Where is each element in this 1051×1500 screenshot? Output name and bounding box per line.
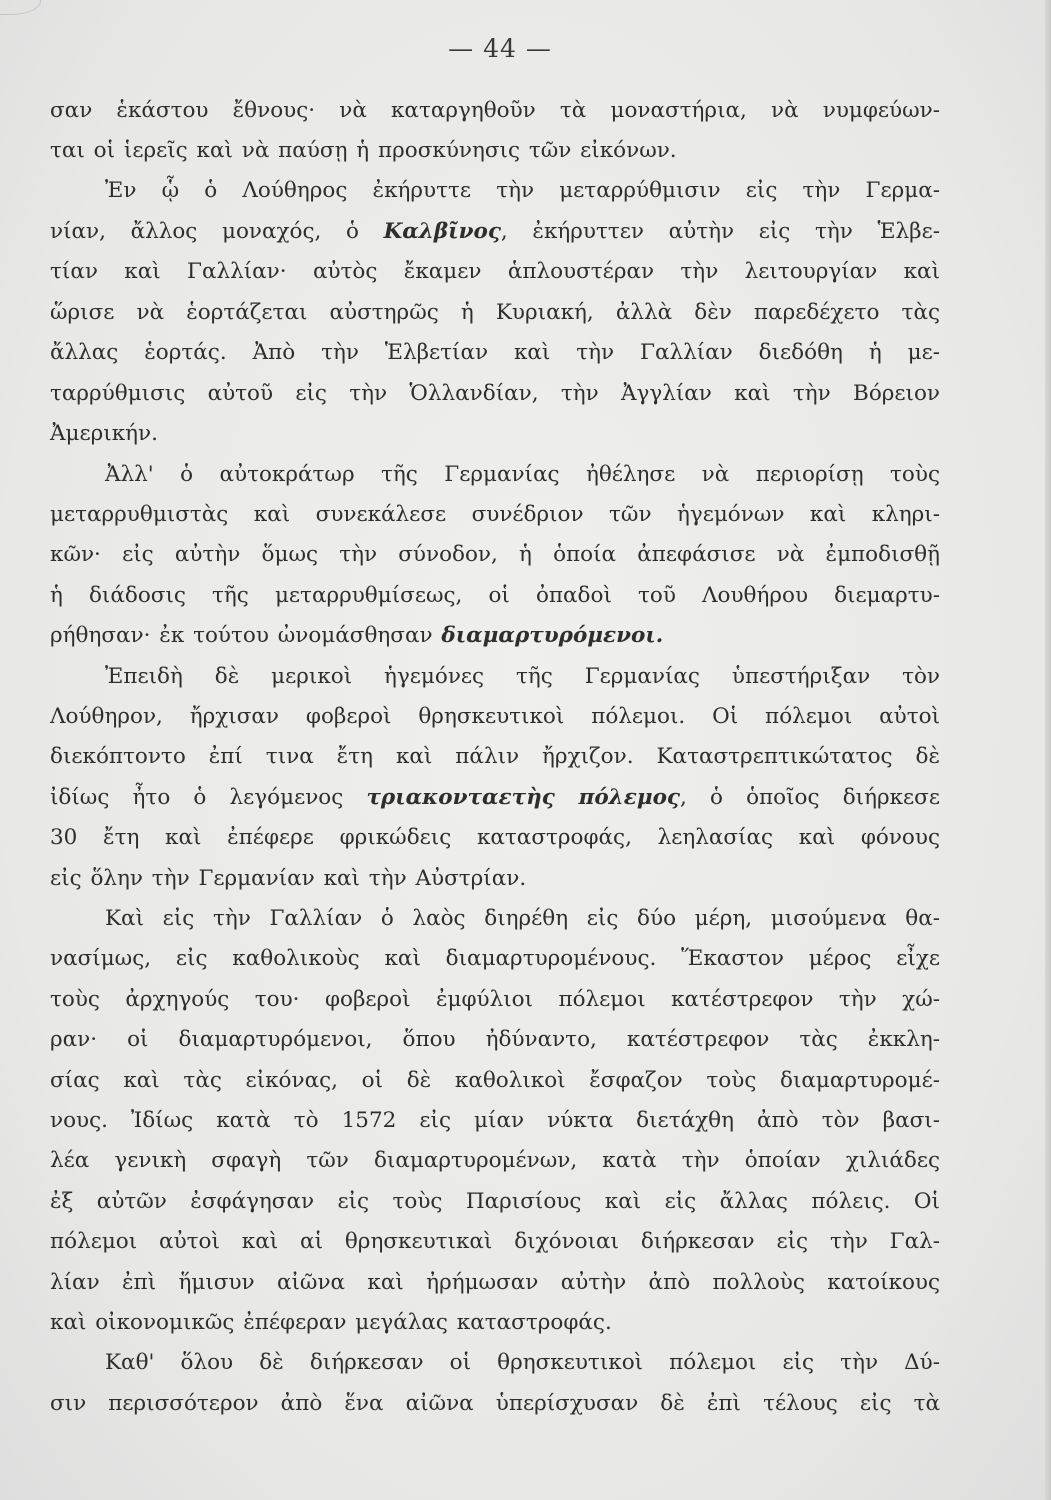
text-segment: Καθ' ὅλου δὲ διήρκεσαν οἱ θρησκευτικοὶ πόλεμοι εἰς τὴν Δύ- [105, 1350, 940, 1375]
text-line [50, 293, 940, 333]
text-segment: σαν ἑκάστου ἔθνους· νὰ καταργηθοῦν τὰ μοναστήρια, νὰ νυμφεύων- [50, 98, 940, 123]
text-line [50, 495, 940, 535]
text-segment: πόλεμοι αὐτοὶ καὶ αἱ θρησκευτικαὶ διχόνοιαι διήρκεσαν εἰς τὴν Γαλ- [50, 1229, 940, 1254]
text-segment: λέα γενικὴ σφαγὴ τῶν διαμαρτυρομένων, κατὰ τὴν ὁποίαν χιλιάδες [50, 1148, 940, 1173]
emphasized-term: τριακονταετὴς πόλεμος [366, 785, 680, 810]
corner-smudge [0, 0, 41, 15]
text-line [50, 818, 940, 858]
text-line [50, 899, 940, 939]
text-segment: Λούθηρον, ἤρχισαν φοβεροὶ θρησκευτικοὶ πόλεμοι. Οἱ πόλεμοι αὐτοὶ [50, 704, 940, 729]
text-line [50, 1303, 940, 1343]
text-line [50, 697, 940, 737]
text-line [50, 657, 940, 697]
text-segment: Ἀμερικήν. [50, 421, 158, 446]
text-segment: ἄλλας ἑορτάς. Ἀπὸ τὴν Ἑλβετίαν καὶ τὴν Γαλλίαν διεδόθη ἡ με- [50, 340, 940, 365]
text-line [50, 616, 940, 656]
emphasized-term: Καλβῖνος [383, 219, 501, 244]
text-line [50, 737, 940, 777]
text-segment: σιν περισσότερον ἀπὸ ἕνα αἰῶνα ὑπερίσχυσαν δὲ ἐπὶ τέλους εἰς τὰ [50, 1391, 940, 1416]
text-segment: Ἀλλ' ὁ αὐτοκράτωρ τῆς Γερμανίας ἠθέλησε νὰ περιορίσῃ τοὺς [105, 462, 940, 487]
text-segment: τίαν καὶ Γαλλίαν· αὐτὸς ἔκαμεν ἁπλουστέραν τὴν λειτουργίαν καὶ [50, 259, 940, 284]
text-line [50, 980, 940, 1020]
text-line [50, 91, 940, 131]
text-segment: ταρρύθμισις αὐτοῦ εἰς τὴν Ὁλλανδίαν, τὴν Ἀγγλίαν καὶ τὴν Βόρειον [50, 381, 940, 406]
text-segment: 30 ἔτη καὶ ἐπέφερε φρικώδεις καταστροφάς, λεηλασίας καὶ φόνους [50, 825, 940, 850]
text-line [50, 1263, 940, 1303]
text-segment: ἰδίως ἦτο ὁ λεγόμενος [50, 785, 367, 810]
text-line [50, 1020, 940, 1060]
text-segment: κῶν· εἰς αὐτὴν ὅμως τὴν σύνοδον, ἡ ὁποία ἀπεφάσισε νὰ ἐμποδισθῇ [50, 542, 940, 567]
text-segment: Ἐν ᾧ ὁ Λούθηρος ἐκήρυττε τὴν μεταρρύθμισιν εἰς τὴν Γερμα- [105, 178, 940, 203]
text-line [50, 1141, 940, 1181]
text-line [50, 1222, 940, 1262]
emphasized-term: διαμαρτυρόμενοι. [441, 623, 664, 648]
text-line [50, 252, 940, 292]
text-segment: ραν· οἱ διαμαρτυρόμενοι, ὅπου ἠδύναντο, κατέστρεφον τὰς ἐκκλη- [50, 1027, 940, 1052]
text-segment: νασίμως, εἰς καθολικοὺς καὶ διαμαρτυρομένους. Ἕκαστον μέρος εἶχε [50, 946, 940, 971]
text-line [50, 212, 940, 252]
text-line [50, 1384, 940, 1424]
text-segment: σίας καὶ τὰς εἰκόνας, οἱ δὲ καθολικοὶ ἔσφαζον τοὺς διαμαρτυρομέ- [50, 1068, 940, 1093]
text-line [50, 374, 940, 414]
text-segment: νους. Ἰδίως κατὰ τὸ 1572 εἰς μίαν νύκτα διετάχθη ἀπὸ τὸν βασι- [50, 1108, 940, 1133]
text-segment: καὶ οἰκονομικῶς ἐπέφεραν μεγάλας καταστροφάς. [50, 1310, 612, 1335]
text-line [50, 535, 940, 575]
text-segment: ὥρισε νὰ ἑορτάζεται αὐστηρῶς ἡ Κυριακή, ἀλλὰ δὲν παρεδέχετο τὰς [50, 300, 940, 325]
text-line [50, 131, 940, 171]
text-line [50, 455, 940, 495]
text-line [50, 1061, 940, 1101]
text-segment: διεκόπτοντο ἐπί τινα ἔτη καὶ πάλιν ἤρχιζον. Καταστρεπτικώτατος δὲ [50, 744, 940, 769]
text-line [50, 1101, 940, 1141]
text-segment: εἰς ὅλην τὴν Γερμανίαν καὶ τὴν Αὐστρίαν. [50, 866, 527, 891]
text-segment: Καὶ εἰς τὴν Γαλλίαν ὁ λαὸς διηρέθη εἰς δύο μέρη, μισούμενα θα- [105, 906, 940, 931]
text-line [50, 414, 940, 454]
text-line [50, 1343, 940, 1383]
text-line [50, 859, 940, 899]
text-segment: ται οἱ ἱερεῖς καὶ νὰ παύσῃ ἡ προσκύνησις τῶν εἰκόνων. [50, 138, 677, 163]
page-number: — 44 — [448, 34, 552, 63]
text-segment: , ὁ ὁποῖος διήρκεσε [680, 785, 940, 810]
text-line [50, 171, 940, 211]
text-line [50, 939, 940, 979]
text-segment: νίαν, ἄλλος μοναχός, ὁ [50, 219, 384, 244]
page-edge-shadow [1045, 0, 1051, 1500]
text-line [50, 576, 940, 616]
text-segment: μεταρρυθμιστὰς καὶ συνεκάλεσε συνέδριον τῶν ἡγεμόνων καὶ κληρι- [50, 502, 940, 527]
text-segment: , ἐκήρυττεν αὐτὴν εἰς τὴν Ἑλβε- [500, 219, 940, 244]
text-segment: ἐξ αὐτῶν ἐσφάγησαν εἰς τοὺς Παρισίους καὶ εἰς ἄλλας πόλεις. Οἱ [50, 1189, 940, 1214]
text-segment: Ἐπειδὴ δὲ μερικοὶ ἡγεμόνες τῆς Γερμανίας ὑπεστήριξαν τὸν [105, 664, 940, 689]
text-line [50, 1182, 940, 1222]
text-line [50, 333, 940, 373]
text-segment: ρήθησαν· ἐκ τούτου ὠνομάσθησαν [50, 623, 442, 648]
text-segment: ἡ διάδοσις τῆς μεταρρυθμίσεως, οἱ ὀπαδοὶ τοῦ Λουθήρου διεμαρτυ- [50, 583, 940, 608]
text-segment: λίαν ἐπὶ ἥμισυν αἰῶνα καὶ ἠρήμωσαν αὐτὴν ἀπὸ πολλοὺς κατοίκους [50, 1270, 940, 1295]
text-line [50, 778, 940, 818]
text-segment: τοὺς ἀρχηγούς του· φοβεροὶ ἐμφύλιοι πόλεμοι κατέστρεφον τὴν χώ- [50, 987, 940, 1012]
